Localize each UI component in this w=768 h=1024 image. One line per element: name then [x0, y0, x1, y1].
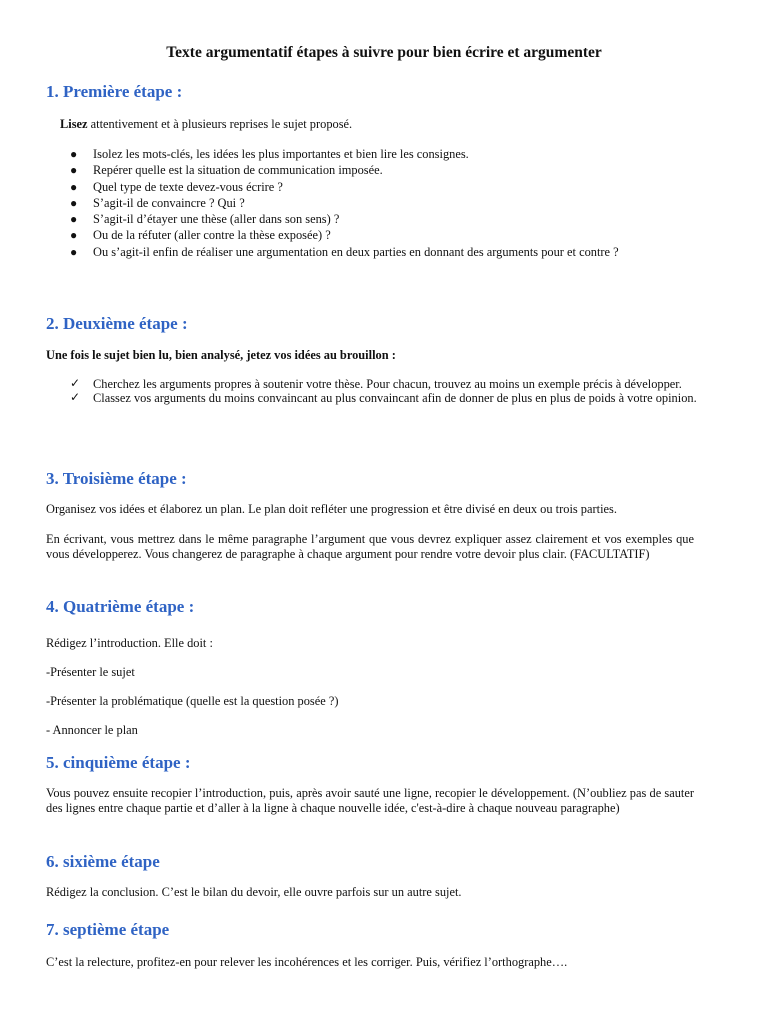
list-item: ● Repérer quelle est la situation de communication imposée. [70, 163, 383, 178]
bullet-icon: ● [70, 228, 78, 243]
heading-step-4: 4. Quatrième étape : [46, 597, 195, 616]
bullet-icon: ● [70, 212, 78, 227]
checkmark-icon: ✓ [70, 376, 81, 390]
step-6-paragraph-1: Rédigez la conclusion. C’est le bilan du devoir, elle ouvre parfois sur un autre sujet. [46, 885, 462, 899]
step-1-bullet-list [0, 146, 619, 260]
document-title: Texte argumentatif étapes à suivre pour bien écrire et argumenter [166, 44, 602, 61]
step-5-paragraph-1: Vous pouvez ensuite recopier l’introduction, puis, après avoir sauté une ligne, recopier le développement. (N’oubliez pas de sauter des lignes entre chaque partie et d’aller à la ligne à chaque nouvelle idée, c'est-à-dire à chaque nouveau paragraphe) [46, 786, 694, 815]
step-4-paragraph-4: - Annoncer le plan [46, 723, 138, 737]
step-1-intro [60, 117, 708, 132]
step-1-intro-rest: attentivement et à plusieurs reprises le sujet proposé. [87, 117, 353, 131]
list-item: ✓ Classez vos arguments du moins convaincant au plus convaincant afin de donner de plus en plus de poids à votre opinion. [70, 390, 697, 405]
list-item: ● S’agit-il de convaincre ? Qui ? [70, 195, 245, 210]
heading-step-6: 6. sixième étape [46, 852, 160, 871]
checkmark-icon: ✓ [70, 390, 81, 404]
heading-step-3: 3. Troisième étape : [46, 469, 187, 488]
step-2-check-list [0, 377, 701, 405]
bullet-icon: ● [70, 179, 78, 194]
bullet-icon: ● [70, 195, 78, 210]
list-item: ✓ Cherchez les arguments propres à soutenir votre thèse. Pour chacun, trouvez au moins un exemple précis à développer. [70, 376, 682, 391]
step-7-paragraph-1: C’est la relecture, profitez-en pour relever les incohérences et les corriger. Puis, vérifiez l’orthographe…. [46, 955, 568, 969]
bullet-icon: ● [70, 163, 78, 178]
step-2-intro: Une fois le sujet bien lu, bien analysé, jetez vos idées au brouillon : [46, 348, 396, 362]
list-item: ● Ou de la réfuter (aller contre la thèse exposée) ? [70, 228, 331, 243]
bullet-icon: ● [70, 147, 78, 161]
list-item: ● S’agit-il d’étayer une thèse (aller dans son sens) ? [70, 212, 340, 227]
list-item: ● Isolez les mots-clés, les idées les plus importantes et bien lire les consignes. [70, 147, 469, 161]
list-item: ● Quel type de texte devez-vous écrire ? [70, 179, 283, 194]
heading-step-5: 5. cinquième étape : [46, 753, 191, 772]
heading-step-7: 7. septième étape [46, 920, 170, 939]
step-3-paragraph-2: En écrivant, vous mettrez dans le même paragraphe l’argument que vous devrez expliquer assez clairement et vos exemples que vous développerez. Vous changerez de paragraphe à chaque argument pour rendre votre devoir plus clair. (FACULTATIF) [46, 532, 694, 561]
step-3-paragraph-1: Organisez vos idées et élaborez un plan. Le plan doit refléter une progression et être divisé en deux ou trois parties. [46, 502, 617, 516]
bullet-icon: ● [70, 244, 78, 259]
step-1-intro-bold: Lisez [60, 117, 88, 131]
heading-step-1: 1. Première étape : [46, 82, 183, 101]
list-item: ● Ou s’agit-il enfin de réaliser une argumentation en deux parties en donnant des arguments pour et contre ? [70, 244, 619, 259]
step-4-paragraph-1: Rédigez l’introduction. Elle doit : [46, 636, 213, 650]
step-4-paragraph-3: -Présenter la problématique (quelle est la question posée ?) [46, 694, 339, 708]
heading-step-2: 2. Deuxième étape : [46, 314, 188, 333]
step-4-paragraph-2: -Présenter le sujet [46, 665, 135, 679]
